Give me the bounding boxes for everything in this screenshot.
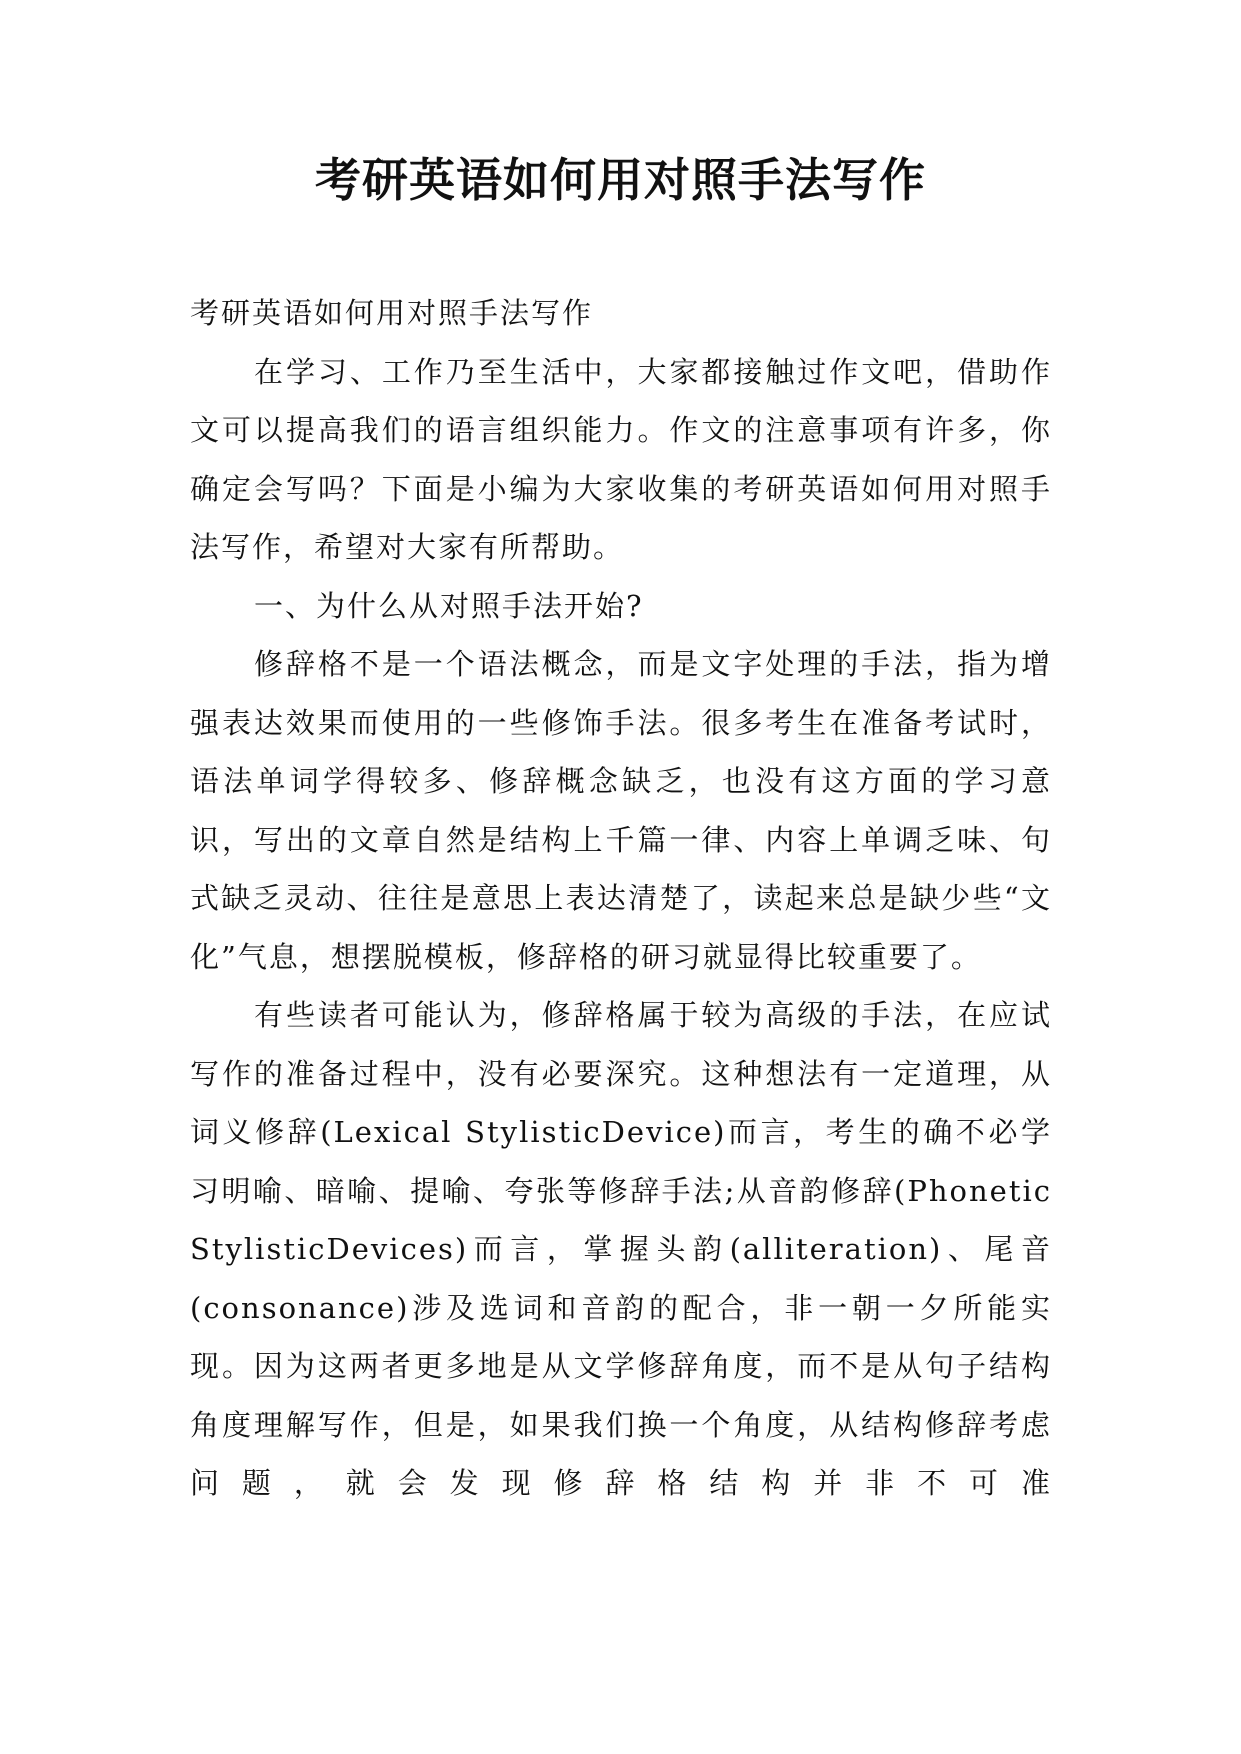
paragraph: 在学习、工作乃至生活中，大家都接触过作文吧，借助作文可以提高我们的语言组织能力。作文的注意事项有许多，你确定会写吗？下面是小编为大家收集的考研英语如何用对照手法写作，希望对大家有所帮助。 [190, 354, 1052, 564]
section-heading: 一、为什么从对照手法开始? [254, 588, 644, 623]
paragraph: 修辞格不是一个语法概念，而是文字处理的手法，指为增强表达效果而使用的一些修饰手法。很多考生在准备考试时，语法单词学得较多、修辞概念缺乏，也没有这方面的学习意识，写出的文章自然是结构上千篇一律、内容上单调乏味、句式缺乏灵动、往往是意思上表达清楚了，读起来总是缺少些“文化”气息，想摆脱模板，修辞格的研习就显得比较重要了。 [190, 647, 1052, 974]
document-body [190, 284, 1052, 1513]
document-title: 考研英语如何用对照手法写作 [315, 153, 926, 207]
paragraph: 有些读者可能认为，修辞格属于较为高级的手法，在应试写作的准备过程中，没有必要深究。这种想法有一定道理，从词义修辞(Lexical StylisticDevice)而言，考生的确不必学习明喻、暗喻、提喻、夸张等修辞手法;从音韵修辞(Phonetic StylisticDevices)而言，掌握头韵(alliteration)、尾音(consonance)涉及选词和音韵的配合，非一朝一夕所能实现。因为这两者更多地是从文学修辞角度，而不是从句子结构角度理解写作，但是，如果我们换一个角度，从结构修辞考虑问题，就会发现修辞格结构并非不可准 [190, 998, 1052, 1500]
subtitle-line: 考研英语如何用对照手法写作 [190, 296, 594, 330]
